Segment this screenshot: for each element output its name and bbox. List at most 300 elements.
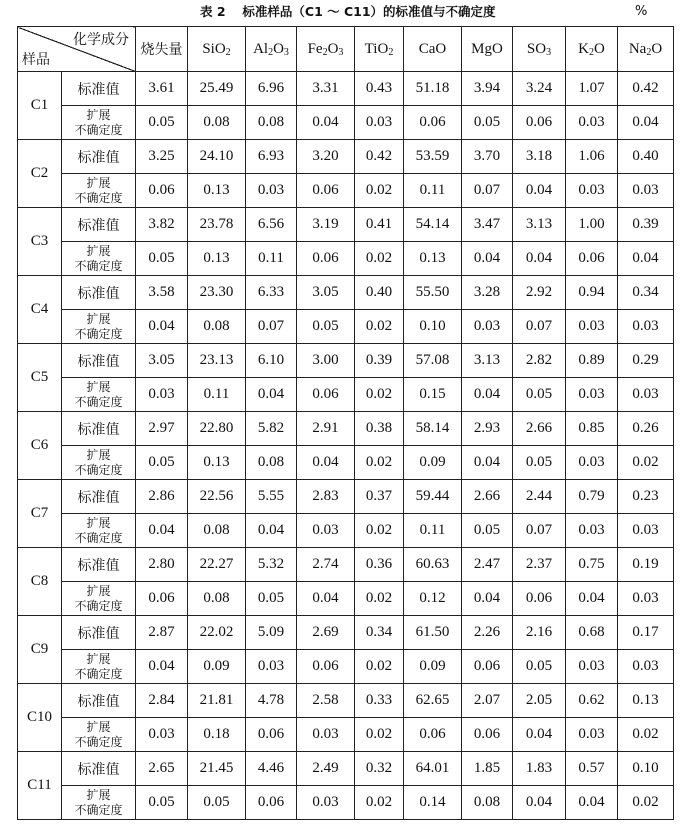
standard-value-cell: 3.24 (513, 72, 566, 106)
uncertainty-value-cell: 0.09 (404, 650, 462, 684)
uncertainty-value-cell: 0.08 (188, 106, 246, 140)
standard-value-cell: 55.50 (404, 276, 462, 310)
col-header-main: SiO (202, 40, 226, 57)
sample-name: C3 (18, 208, 62, 276)
col-header-main: Al (253, 40, 269, 57)
row-label-uncertainty-line1: 扩展 (86, 719, 111, 734)
col-header-main: TiO (364, 40, 389, 57)
col-header-4 (355, 27, 404, 72)
standard-value-cell: 6.10 (246, 344, 297, 378)
uncertainty-value-cell: 0.04 (462, 242, 513, 276)
standard-value-cell: 3.13 (462, 344, 513, 378)
standard-value-cell: 0.17 (618, 616, 674, 650)
uncertainty-value-cell: 0.06 (462, 650, 513, 684)
col-header-tail: O (594, 40, 605, 57)
uncertainty-value-cell: 0.02 (355, 582, 404, 616)
unit-label: % (635, 4, 648, 19)
uncertainty-value-cell: 0.08 (188, 310, 246, 344)
standard-value-cell: 2.83 (297, 480, 355, 514)
uncertainty-value-cell: 0.04 (513, 718, 566, 752)
uncertainty-value-cell: 0.03 (297, 718, 355, 752)
uncertainty-value-cell: 0.05 (136, 446, 188, 480)
uncertainty-value-cell: 0.05 (462, 514, 513, 548)
uncertainty-value-cell: 0.06 (136, 174, 188, 208)
standard-value-cell: 3.19 (297, 208, 355, 242)
col-header-tail: O (651, 40, 663, 57)
uncertainty-value-cell: 0.05 (136, 786, 188, 820)
standard-value-cell: 0.62 (566, 684, 618, 718)
uncertainty-value-cell: 0.04 (513, 174, 566, 208)
standard-value-cell: 3.31 (297, 72, 355, 106)
standard-value-cell: 0.40 (355, 276, 404, 310)
row-label-uncertainty-line2: 不确定度 (74, 666, 123, 681)
row-label-uncertainty (62, 514, 136, 548)
standard-value-cell: 2.66 (513, 412, 566, 446)
standard-value-cell: 22.80 (188, 412, 246, 446)
uncertainty-value-cell: 0.04 (246, 514, 297, 548)
standard-value-cell: 3.82 (136, 208, 188, 242)
standard-value-cell: 0.26 (618, 412, 674, 446)
standard-value-cell: 2.47 (462, 548, 513, 582)
col-header-sub: 2 (589, 46, 594, 58)
uncertainty-value-cell: 0.13 (404, 242, 462, 276)
uncertainty-value-cell: 0.09 (188, 650, 246, 684)
standard-value-cell: 0.68 (566, 616, 618, 650)
table-row-uncertainty (18, 106, 674, 140)
standard-value-cell: 53.59 (404, 140, 462, 174)
col-header-7 (513, 27, 566, 72)
standard-value-cell: 0.42 (618, 72, 674, 106)
uncertainty-value-cell: 0.03 (566, 174, 618, 208)
uncertainty-value-cell: 0.03 (618, 174, 674, 208)
row-label-uncertainty (62, 106, 136, 140)
standard-value-cell: 1.06 (566, 140, 618, 174)
uncertainty-value-cell: 0.14 (404, 786, 462, 820)
standard-value-cell: 0.10 (618, 752, 674, 786)
row-label-uncertainty (62, 650, 136, 684)
uncertainty-value-cell: 0.02 (618, 786, 674, 820)
sample-name: C10 (18, 684, 62, 752)
table-title: 表 2 标准样品（C1 ～ C11）的标准值与不确定度 (200, 4, 496, 19)
standard-value-cell: 61.50 (404, 616, 462, 650)
standard-value-cell: 6.96 (246, 72, 297, 106)
table-row-standard (18, 344, 674, 378)
uncertainty-value-cell: 0.04 (297, 582, 355, 616)
uncertainty-value-cell: 0.02 (355, 242, 404, 276)
uncertainty-value-cell: 0.04 (136, 514, 188, 548)
standard-value-cell: 6.93 (246, 140, 297, 174)
col-header-sub: 2 (268, 46, 274, 58)
sample-name: C8 (18, 548, 62, 616)
col-header-sub2: 3 (283, 46, 289, 58)
row-label-standard: 标准值 (62, 548, 136, 582)
standard-value-cell: 2.97 (136, 412, 188, 446)
row-label-uncertainty (62, 310, 136, 344)
standard-value-cell: 3.61 (136, 72, 188, 106)
uncertainty-value-cell: 0.05 (513, 378, 566, 412)
uncertainty-value-cell: 0.03 (246, 174, 297, 208)
standard-value-cell: 0.37 (355, 480, 404, 514)
standard-value-cell: 57.08 (404, 344, 462, 378)
col-header-9 (618, 27, 674, 72)
uncertainty-value-cell: 0.04 (462, 378, 513, 412)
uncertainty-value-cell: 0.03 (566, 106, 618, 140)
standard-value-cell: 3.05 (136, 344, 188, 378)
uncertainty-value-cell: 0.06 (297, 650, 355, 684)
sample-name: C6 (18, 412, 62, 480)
standard-value-cell: 0.57 (566, 752, 618, 786)
uncertainty-value-cell: 0.05 (462, 106, 513, 140)
uncertainty-value-cell: 0.18 (188, 718, 246, 752)
standard-value-cell: 2.82 (513, 344, 566, 378)
uncertainty-value-cell: 0.04 (246, 378, 297, 412)
uncertainty-value-cell: 0.02 (355, 310, 404, 344)
standard-value-cell: 3.58 (136, 276, 188, 310)
uncertainty-value-cell: 0.03 (618, 378, 674, 412)
standard-value-cell: 0.19 (618, 548, 674, 582)
row-label-uncertainty-line1: 扩展 (86, 651, 111, 666)
uncertainty-value-cell: 0.06 (404, 106, 462, 140)
standard-value-cell: 2.69 (297, 616, 355, 650)
row-label-standard: 标准值 (62, 412, 136, 446)
uncertainty-value-cell: 0.15 (404, 378, 462, 412)
uncertainty-value-cell: 0.06 (566, 242, 618, 276)
standard-value-cell: 0.39 (355, 344, 404, 378)
row-label-uncertainty (62, 582, 136, 616)
corner-top-label: 化学成分 (73, 32, 129, 48)
col-header-1 (188, 27, 246, 72)
standard-value-cell: 2.49 (297, 752, 355, 786)
table-row-uncertainty (18, 786, 674, 820)
uncertainty-value-cell: 0.08 (462, 786, 513, 820)
row-label-uncertainty-line2: 不确定度 (74, 190, 123, 205)
uncertainty-value-cell: 0.04 (566, 582, 618, 616)
uncertainty-value-cell: 0.06 (513, 582, 566, 616)
standard-value-cell: 3.20 (297, 140, 355, 174)
standard-value-cell: 2.74 (297, 548, 355, 582)
standard-value-cell: 5.09 (246, 616, 297, 650)
uncertainty-value-cell: 0.03 (355, 106, 404, 140)
standard-value-cell: 21.81 (188, 684, 246, 718)
corner-header (18, 27, 136, 72)
table-row-standard (18, 412, 674, 446)
table-row-standard (18, 480, 674, 514)
col-header-sub: 2 (322, 46, 328, 58)
uncertainty-value-cell: 0.04 (136, 650, 188, 684)
row-label-uncertainty-line1: 扩展 (86, 243, 111, 258)
uncertainty-value-cell: 0.06 (513, 106, 566, 140)
col-header-3 (297, 27, 355, 72)
table-row-uncertainty (18, 242, 674, 276)
uncertainty-value-cell: 0.02 (355, 446, 404, 480)
uncertainty-value-cell: 0.06 (297, 378, 355, 412)
table-row-standard (18, 548, 674, 582)
standard-value-cell: 2.92 (513, 276, 566, 310)
uncertainty-value-cell: 0.05 (513, 446, 566, 480)
row-label-standard: 标准值 (62, 616, 136, 650)
standard-value-cell: 1.07 (566, 72, 618, 106)
uncertainty-value-cell: 0.08 (188, 514, 246, 548)
uncertainty-value-cell: 0.04 (513, 786, 566, 820)
uncertainty-value-cell: 0.03 (618, 650, 674, 684)
uncertainty-value-cell: 0.04 (297, 106, 355, 140)
standard-value-cell: 3.05 (297, 276, 355, 310)
uncertainty-value-cell: 0.07 (513, 310, 566, 344)
uncertainty-value-cell: 0.03 (136, 378, 188, 412)
uncertainty-value-cell: 0.06 (136, 582, 188, 616)
row-label-uncertainty-line2: 不确定度 (74, 258, 123, 273)
row-label-uncertainty-line1: 扩展 (86, 175, 111, 190)
standard-value-cell: 0.29 (618, 344, 674, 378)
uncertainty-value-cell: 0.06 (297, 174, 355, 208)
col-header-main: SO (526, 40, 547, 57)
uncertainty-value-cell: 0.02 (355, 174, 404, 208)
row-label-uncertainty-line2: 不确定度 (74, 326, 123, 341)
col-header-tail: O (327, 40, 339, 57)
uncertainty-value-cell: 0.06 (462, 718, 513, 752)
standard-value-cell: 23.30 (188, 276, 246, 310)
col-header-main: K (578, 40, 589, 57)
col-header-main: Fe (307, 40, 323, 57)
standard-value-cell: 0.36 (355, 548, 404, 582)
standard-value-cell: 3.00 (297, 344, 355, 378)
standard-value-cell: 0.94 (566, 276, 618, 310)
uncertainty-value-cell: 0.07 (462, 174, 513, 208)
sample-name: C7 (18, 480, 62, 548)
standard-value-cell: 0.39 (618, 208, 674, 242)
uncertainty-value-cell: 0.09 (404, 446, 462, 480)
uncertainty-value-cell: 0.02 (355, 378, 404, 412)
standard-value-cell: 23.13 (188, 344, 246, 378)
standard-value-cell: 0.32 (355, 752, 404, 786)
uncertainty-value-cell: 0.02 (355, 650, 404, 684)
col-header-sub: 2 (646, 46, 652, 58)
table-row-standard (18, 616, 674, 650)
standard-value-cell: 51.18 (404, 72, 462, 106)
row-label-uncertainty-line2: 不确定度 (74, 394, 123, 409)
col-header-sub: 3 (546, 46, 552, 58)
col-header-2 (246, 27, 297, 72)
uncertainty-value-cell: 0.03 (566, 378, 618, 412)
standard-value-cell: 0.34 (618, 276, 674, 310)
sample-name: C4 (18, 276, 62, 344)
uncertainty-value-cell: 0.03 (462, 310, 513, 344)
uncertainty-value-cell: 0.03 (566, 650, 618, 684)
uncertainty-value-cell: 0.06 (246, 786, 297, 820)
col-header-main: 烧失量 (140, 42, 183, 58)
row-label-uncertainty (62, 378, 136, 412)
uncertainty-value-cell: 0.03 (618, 310, 674, 344)
row-label-uncertainty-line2: 不确定度 (74, 530, 123, 545)
table-row-uncertainty (18, 446, 674, 480)
row-label-uncertainty-line2: 不确定度 (74, 802, 123, 817)
standard-value-cell: 2.58 (297, 684, 355, 718)
uncertainty-value-cell: 0.06 (404, 718, 462, 752)
standard-value-cell: 0.41 (355, 208, 404, 242)
standard-value-cell: 24.10 (188, 140, 246, 174)
row-label-standard: 标准值 (62, 140, 136, 174)
table-row-uncertainty (18, 514, 674, 548)
col-header-tail: O (273, 40, 284, 57)
standard-value-cell: 2.87 (136, 616, 188, 650)
standard-value-cell: 59.44 (404, 480, 462, 514)
uncertainty-value-cell: 0.03 (297, 786, 355, 820)
uncertainty-value-cell: 0.11 (188, 378, 246, 412)
standard-value-cell: 0.33 (355, 684, 404, 718)
standard-value-cell: 22.56 (188, 480, 246, 514)
row-label-uncertainty-line2: 不确定度 (74, 462, 123, 477)
standard-value-cell: 5.32 (246, 548, 297, 582)
standard-value-cell: 5.82 (246, 412, 297, 446)
uncertainty-value-cell: 0.03 (566, 718, 618, 752)
uncertainty-value-cell: 0.07 (513, 514, 566, 548)
standard-value-cell: 3.18 (513, 140, 566, 174)
uncertainty-value-cell: 0.02 (618, 446, 674, 480)
row-label-uncertainty (62, 786, 136, 820)
standard-value-cell: 2.16 (513, 616, 566, 650)
standard-value-cell: 2.44 (513, 480, 566, 514)
col-header-6 (462, 27, 513, 72)
table-row-standard (18, 208, 674, 242)
uncertainty-value-cell: 0.05 (136, 242, 188, 276)
standard-value-cell: 1.85 (462, 752, 513, 786)
uncertainty-value-cell: 0.05 (246, 582, 297, 616)
standard-value-cell: 3.94 (462, 72, 513, 106)
standard-value-cell: 2.93 (462, 412, 513, 446)
standard-value-cell: 1.00 (566, 208, 618, 242)
uncertainty-value-cell: 0.04 (513, 242, 566, 276)
uncertainty-value-cell: 0.04 (566, 786, 618, 820)
table-body (18, 72, 674, 820)
standard-value-cell: 4.78 (246, 684, 297, 718)
row-label-standard: 标准值 (62, 276, 136, 310)
table-row-uncertainty (18, 718, 674, 752)
uncertainty-value-cell: 0.06 (246, 718, 297, 752)
standard-value-cell: 6.56 (246, 208, 297, 242)
uncertainty-value-cell: 0.03 (566, 514, 618, 548)
col-header-main: Na (628, 40, 647, 57)
uncertainty-value-cell: 0.02 (355, 514, 404, 548)
col-header-main: CaO (418, 40, 447, 57)
row-label-uncertainty (62, 242, 136, 276)
uncertainty-value-cell: 0.04 (297, 446, 355, 480)
uncertainty-value-cell: 0.05 (297, 310, 355, 344)
uncertainty-value-cell: 0.13 (188, 242, 246, 276)
standard-value-cell: 0.89 (566, 344, 618, 378)
col-header-sub: 2 (388, 46, 394, 58)
row-label-uncertainty-line2: 不确定度 (74, 122, 123, 137)
standard-value-cell: 0.42 (355, 140, 404, 174)
uncertainty-value-cell: 0.03 (136, 718, 188, 752)
standard-value-cell: 22.27 (188, 548, 246, 582)
table-row-uncertainty (18, 310, 674, 344)
corner-bottom-label: 样品 (22, 52, 50, 68)
standard-value-cell: 60.63 (404, 548, 462, 582)
uncertainty-value-cell: 0.13 (188, 446, 246, 480)
standard-value-cell: 2.65 (136, 752, 188, 786)
standard-value-cell: 2.86 (136, 480, 188, 514)
uncertainty-value-cell: 0.04 (618, 106, 674, 140)
standard-value-cell: 2.07 (462, 684, 513, 718)
standard-value-cell: 23.78 (188, 208, 246, 242)
row-label-uncertainty-line1: 扩展 (86, 515, 111, 530)
uncertainty-value-cell: 0.10 (404, 310, 462, 344)
standard-value-cell: 3.47 (462, 208, 513, 242)
header-row (18, 27, 674, 72)
standard-value-cell: 4.46 (246, 752, 297, 786)
uncertainty-value-cell: 0.08 (188, 582, 246, 616)
row-label-uncertainty (62, 174, 136, 208)
standard-value-cell: 0.13 (618, 684, 674, 718)
row-label-standard: 标准值 (62, 72, 136, 106)
uncertainty-value-cell: 0.04 (462, 582, 513, 616)
row-label-uncertainty (62, 718, 136, 752)
row-label-standard: 标准值 (62, 208, 136, 242)
uncertainty-value-cell: 0.03 (297, 514, 355, 548)
uncertainty-value-cell: 0.03 (246, 650, 297, 684)
row-label-uncertainty (62, 446, 136, 480)
standard-value-cell: 0.75 (566, 548, 618, 582)
uncertainty-value-cell: 0.13 (188, 174, 246, 208)
standard-value-cell: 3.25 (136, 140, 188, 174)
standard-value-cell: 62.65 (404, 684, 462, 718)
uncertainty-value-cell: 0.05 (136, 106, 188, 140)
uncertainty-value-cell: 0.08 (246, 106, 297, 140)
uncertainty-value-cell: 0.03 (566, 446, 618, 480)
table-row-standard (18, 140, 674, 174)
uncertainty-value-cell: 0.11 (246, 242, 297, 276)
row-label-uncertainty-line1: 扩展 (86, 311, 111, 326)
standard-value-cell: 3.28 (462, 276, 513, 310)
col-header-8 (566, 27, 618, 72)
standard-value-cell: 5.55 (246, 480, 297, 514)
table-row-uncertainty (18, 378, 674, 412)
standard-value-cell: 1.83 (513, 752, 566, 786)
sample-name: C11 (18, 752, 62, 820)
row-label-standard: 标准值 (62, 684, 136, 718)
uncertainty-value-cell: 0.08 (246, 446, 297, 480)
row-label-uncertainty-line1: 扩展 (86, 787, 111, 802)
standard-value-cell: 0.85 (566, 412, 618, 446)
uncertainty-value-cell: 0.03 (566, 310, 618, 344)
standard-value-cell: 0.34 (355, 616, 404, 650)
uncertainty-value-cell: 0.11 (404, 514, 462, 548)
uncertainty-value-cell: 0.12 (404, 582, 462, 616)
standard-value-cell: 0.43 (355, 72, 404, 106)
uncertainty-value-cell: 0.07 (246, 310, 297, 344)
row-label-uncertainty-line2: 不确定度 (74, 734, 123, 749)
row-label-standard: 标准值 (62, 752, 136, 786)
table-row-standard (18, 276, 674, 310)
row-label-uncertainty-line1: 扩展 (86, 379, 111, 394)
table-row-standard (18, 752, 674, 786)
standard-value-cell: 64.01 (404, 752, 462, 786)
standard-value-cell: 0.23 (618, 480, 674, 514)
sample-name: C5 (18, 344, 62, 412)
standard-value-cell: 0.79 (566, 480, 618, 514)
uncertainty-value-cell: 0.04 (136, 310, 188, 344)
standard-value-cell: 0.38 (355, 412, 404, 446)
table-row-standard (18, 684, 674, 718)
table-row-uncertainty (18, 174, 674, 208)
col-header-0 (136, 27, 188, 72)
row-label-standard: 标准值 (62, 344, 136, 378)
row-label-uncertainty-line1: 扩展 (86, 107, 111, 122)
sample-name: C9 (18, 616, 62, 684)
standard-value-cell: 0.40 (618, 140, 674, 174)
standard-value-cell: 2.91 (297, 412, 355, 446)
standard-value-cell: 25.49 (188, 72, 246, 106)
